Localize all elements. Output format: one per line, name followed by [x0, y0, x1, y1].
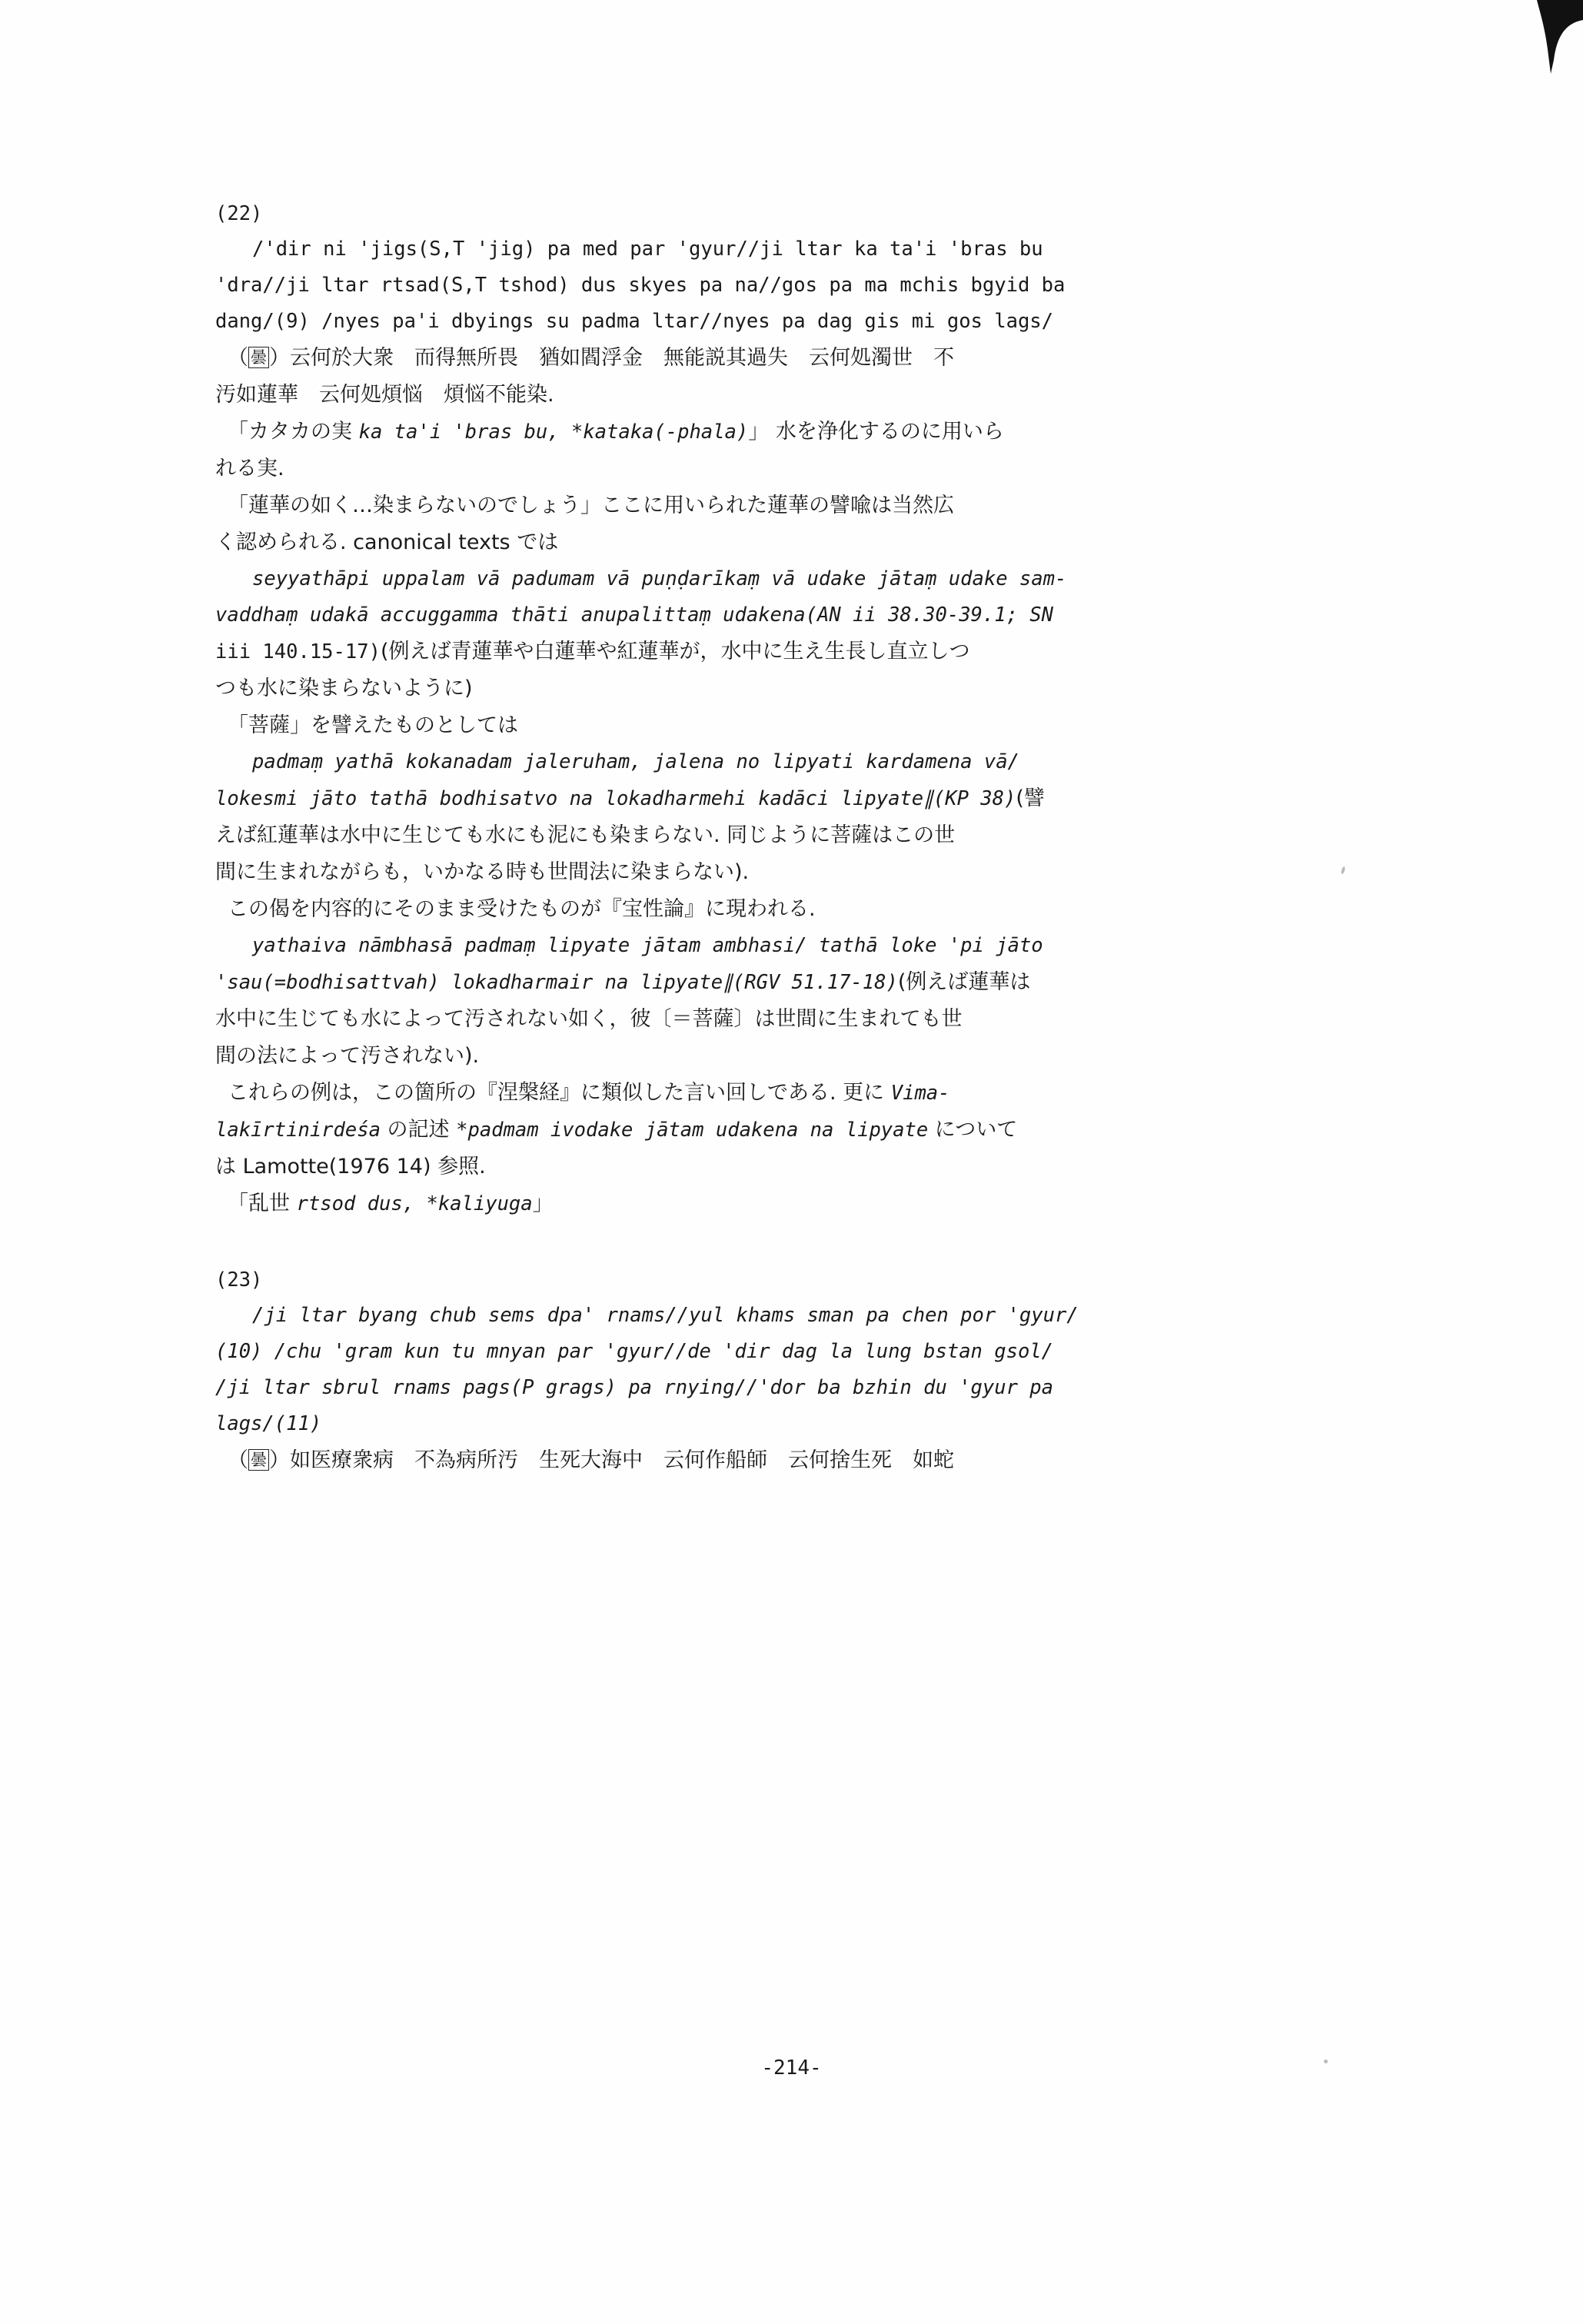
ransei-note-prefix: 「乱世 — [228, 1192, 297, 1215]
bodhisattva-intro — [215, 707, 1384, 744]
pali-gloss-1: (例えば青蓮華や白蓮華や紅蓮華が，水中に生え生長し直立しつ — [380, 640, 970, 663]
note-lotus-line-2: く認められる. canonical texts では — [215, 530, 559, 554]
vimalakirti-note-jp-3: について — [928, 1118, 1018, 1142]
rgv-gloss-1: (例えば蓮華は — [897, 970, 1031, 994]
pali-quote-line-3 — [215, 633, 1384, 670]
kp-gloss-line-3: 間に生まれながらも，いかなる時も世間法に染まらない). — [215, 860, 750, 884]
rgv-gloss-line-3: 間の法によって汚されない). — [215, 1044, 480, 1068]
verse-23-line-2: (10) /chu 'gram kun tu mnyan par 'gyur//de 'dir dag la lung bstan gsol/ — [215, 1340, 1054, 1363]
vimalakirti-note-jp-2: の記述 — [380, 1118, 457, 1142]
note-kataka-line-1 — [215, 414, 1384, 451]
ratnagotra-intro — [215, 891, 1384, 928]
page-number: -214- — [761, 2056, 822, 2080]
rgv-gloss-line-2: 水中に生じても水によって汚されない如く，彼〔＝菩薩〕は世間に生まれても世 — [215, 1007, 963, 1031]
ransei-note — [215, 1185, 1384, 1222]
note-lotus-text: 「蓮華の如く…染まらないのでしょう」ここに用いられた蓮華の譬喩は当然広 — [228, 494, 954, 517]
ransei-note-italic: rtsod dus, *kaliyuga — [296, 1192, 533, 1215]
corner-flag-mark — [1514, 0, 1583, 100]
ratnagotra-intro-text: この偈を内容的にそのまま受けたものが『宝性論』に現われる. — [228, 897, 816, 921]
vimalakirti-note-line-2 — [215, 1112, 1384, 1149]
verse-label-22: (22) — [215, 202, 263, 225]
verse-22-line-2: 'dra//ji ltar rtsad(S,T tshod) dus skyes pa na//gos pa ma mchis bgyid ba — [215, 274, 1066, 297]
kp-gloss-1: (譬 — [1016, 786, 1045, 810]
bodhisattva-intro-text: 「菩薩」を譬えたものとしては — [228, 713, 518, 737]
kp-quote-ref: lokesmi jāto tathā bodhisatvo na lokadharmehi kadāci lipyate∥(KP 38) — [215, 787, 1016, 810]
vimalakirti-title-part-1: Vima- — [890, 1082, 950, 1105]
pali-quote-line-2: vaddhaṃ udakā accuggamma thāti anupalittaṃ udakena(AN ii 38.30-39.1; SN — [215, 603, 1054, 627]
rgv-quote-line-2 — [215, 964, 1384, 1001]
pali-quote-line-1: seyyathāpi uppalam vā padumam vā puṇḍarīkaṃ vā udake jātaṃ udake sam- — [252, 567, 1067, 590]
chinese-verse-23-line-1: （ 曇 ）如医療衆病 不為病所汚 生死大海中 云何作船師 云何捨生死 如蛇 — [228, 1448, 954, 1472]
chinese-verse-22-text-1: 云何於大衆 而得無所畏 猶如閻浮金 無能説其過失 云何処濁世 不 — [290, 346, 954, 370]
vimalakirti-note-line-1 — [215, 1075, 1384, 1112]
chinese-source-marker: 曇 — [248, 347, 269, 368]
pali-quote-ref: iii 140.15-17) — [215, 640, 381, 663]
note-kataka-italic: ka ta'i 'bras bu, *kataka(-phala) — [358, 421, 749, 444]
vimalakirti-note-jp-1: これらの例は，この箇所の『涅槃経』に類似した言い回しである. 更に — [228, 1081, 891, 1105]
note-kataka-prefix: 「カタカの実 — [228, 420, 359, 444]
note-kataka-suffix: 」 水を浄化するのに用いら — [748, 420, 1004, 444]
verse-label-23: (23) — [215, 1268, 263, 1292]
kp-quote-line-1: padmaṃ yathā kokanadam jaleruham, jalena no lipyati kardamena vā/ — [252, 750, 1019, 773]
chinese-verse-22-line-1: （ 曇 ）云何於大衆 而得無所畏 猶如閻浮金 無能説其過失 云何処濁世 不 — [228, 346, 954, 370]
pali-gloss-line-2: つも水に染まらないように) — [215, 677, 473, 700]
page-content — [215, 196, 1384, 1479]
rgv-quote-line-1: yathaiva nāmbhasā padmaṃ lipyate jātam ambhasi/ tathā loke 'pi jāto — [252, 934, 1043, 957]
vimalakirti-title-part-2: lakīrtinirdeśa — [215, 1119, 381, 1142]
verse-23-line-4: lags/(11) — [215, 1412, 322, 1435]
kp-gloss-line-2: えば紅蓮華は水中に生じても水にも泥にも染まらない. 同じように菩薩はこの世 — [215, 823, 956, 847]
chinese-verse-23-text-1: 如医療衆病 不為病所汚 生死大海中 云何作船師 云何捨生死 如蛇 — [290, 1448, 954, 1472]
ransei-note-suffix: 」 — [532, 1192, 554, 1215]
note-lotus-line-1 — [215, 487, 1384, 524]
note-kataka-line-2: れる実. — [215, 457, 284, 480]
vimalakirti-note-line-3: は Lamotte(1976 14) 参照. — [215, 1155, 486, 1179]
vimalakirti-sanskrit-phrase: *padmam ivodake jātam udakena na lipyate — [456, 1119, 929, 1142]
verse-23-line-3: /ji ltar sbrul rnams pags(P grags) pa rnying//'dor ba bzhin du 'gyur pa — [215, 1376, 1054, 1399]
verse-22-line-3: dang/(9) /nyes pa'i dbyings su padma ltar//nyes pa dag gis mi gos lags/ — [215, 310, 1054, 333]
chinese-verse-22-line-2: 汚如蓮華 云何処煩悩 煩悩不能染. — [215, 383, 554, 407]
chinese-source-marker-23: 曇 — [248, 1449, 269, 1471]
verse-22-line-1: /'dir ni 'jigs(S,T 'jig) pa med par 'gyur//ji ltar ka ta'i 'bras bu — [252, 238, 1043, 261]
rgv-quote-ref: 'sau(=bodhisattvah) lokadharmair na lipyate∥(RGV 51.17-18) — [215, 971, 898, 994]
verse-23-line-1: /ji ltar byang chub sems dpa' rnams//yul khams sman pa chen por 'gyur/ — [252, 1304, 1079, 1327]
kp-quote-line-2 — [215, 780, 1384, 817]
